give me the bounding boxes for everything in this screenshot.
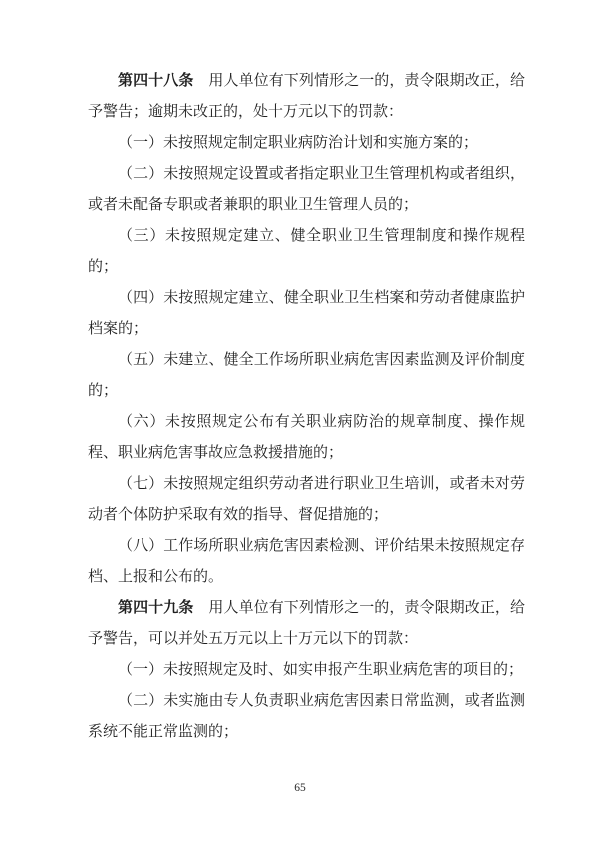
article-48-number: 第四十八条 bbox=[118, 73, 194, 89]
article-48-item-1: （一）未按照规定制定职业病防治计划和实施方案的； bbox=[118, 135, 479, 151]
article-49-intro-paragraph bbox=[88, 593, 525, 655]
article-48-item-4: （四）未按照规定建立、健全职业卫生档案和劳动者健康监护档案的； bbox=[88, 290, 525, 337]
page-number: 65 bbox=[294, 782, 306, 794]
article-48-item-5: （五）未建立、健全工作场所职业病危害因素监测及评价制度的； bbox=[88, 352, 525, 399]
article-48-item-2: （二）未按照规定设置或者指定职业卫生管理机构或者组织，或者未配备专职或者兼职的职业卫生管理人员的； bbox=[88, 166, 525, 213]
article-48-item-8: （八）工作场所职业病危害因素检测、评价结果未按照规定存档、上报和公布的。 bbox=[88, 538, 525, 585]
article-48-item-6: （六）未按照规定公布有关职业病防治的规章制度、操作规程、职业病危害事故应急救援措施的； bbox=[88, 414, 525, 461]
article-48-intro-paragraph bbox=[88, 66, 525, 128]
article-49-number: 第四十九条 bbox=[118, 600, 194, 616]
article-49-item-2: （二）未实施由专人负责职业病危害因素日常监测，或者监测系统不能正常监测的； bbox=[88, 693, 525, 740]
article-49-item-1: （一）未按照规定及时、如实申报产生职业病危害的项目的； bbox=[118, 662, 524, 678]
article-49-intro-text: 用人单位有下列情形之一的，责令限期改正，给予警告，可以并处五万元以上十万元以下的罚款： bbox=[88, 600, 525, 647]
article-48-item-7: （七）未按照规定组织劳动者进行职业卫生培训，或者未对劳动者个体防护采取有效的指导、督促措施的； bbox=[88, 476, 525, 523]
article-48-item-3: （三）未按照规定建立、健全职业卫生管理制度和操作规程的； bbox=[88, 228, 525, 275]
article-48-intro-text: 用人单位有下列情形之一的，责令限期改正，给予警告；逾期未改正的，处十万元以下的罚款： bbox=[88, 73, 525, 120]
document-body bbox=[88, 66, 525, 748]
